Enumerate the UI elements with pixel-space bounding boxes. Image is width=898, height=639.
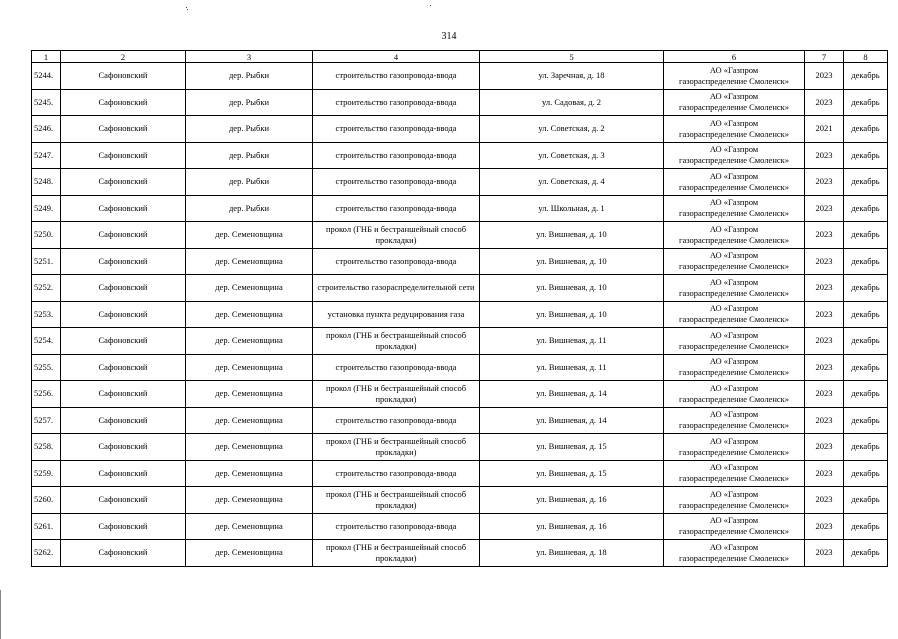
organization-line: газораспределение Смоленск» xyxy=(678,340,790,351)
year-cell: 2023 xyxy=(805,487,844,514)
column-header: 4 xyxy=(313,51,480,63)
settlement-cell: дер. Семеновщина xyxy=(186,540,313,567)
column-header: 2 xyxy=(61,51,186,63)
organization-line: газораспределение Смоленск» xyxy=(678,102,790,113)
district-cell: Сафоновский xyxy=(61,116,186,143)
organization-line: АО «Газпром xyxy=(709,117,759,128)
work-type-cell: прокол (ГНБ и бестраншейный способ прокладки) xyxy=(313,381,480,408)
row-number-cell: 5260. xyxy=(32,487,61,514)
row-number-cell: 5256. xyxy=(32,381,61,408)
year-cell: 2023 xyxy=(805,513,844,540)
month-cell: декабрь xyxy=(844,434,888,461)
organization-cell xyxy=(664,275,805,302)
organization-cell xyxy=(664,328,805,355)
organization-cell xyxy=(664,354,805,381)
organization-line: АО «Газпром xyxy=(709,250,759,261)
organization-cell xyxy=(664,513,805,540)
address-cell: ул. Советская, д. 3 xyxy=(480,142,664,169)
column-header: 1 xyxy=(32,51,61,63)
row-number-cell: 5255. xyxy=(32,354,61,381)
column-header: 8 xyxy=(844,51,888,63)
organization-line: АО «Газпром xyxy=(709,409,759,420)
month-cell: декабрь xyxy=(844,328,888,355)
work-type-cell: прокол (ГНБ и бестраншейный способ прокладки) xyxy=(313,222,480,249)
organization-line: АО «Газпром xyxy=(709,91,759,102)
row-number-cell: 5250. xyxy=(32,222,61,249)
organization-line: АО «Газпром xyxy=(709,515,759,526)
gas-works-table xyxy=(31,50,888,567)
column-header: 6 xyxy=(664,51,805,63)
row-number-cell: 5251. xyxy=(32,248,61,275)
row-number-cell: 5259. xyxy=(32,460,61,487)
organization-cell xyxy=(664,222,805,249)
district-cell: Сафоновский xyxy=(61,301,186,328)
district-cell: Сафоновский xyxy=(61,142,186,169)
work-type-cell: строительство газопровода-ввода xyxy=(313,89,480,116)
month-cell: декабрь xyxy=(844,540,888,567)
settlement-cell: дер. Семеновщина xyxy=(186,328,313,355)
page-number: 314 xyxy=(441,31,457,42)
settlement-cell: дер. Семеновщина xyxy=(186,301,313,328)
column-header: 5 xyxy=(480,51,664,63)
scan-speck xyxy=(430,5,431,6)
settlement-cell: дер. Семеновщина xyxy=(186,460,313,487)
table-header xyxy=(32,51,888,63)
work-type-cell: прокол (ГНБ и бестраншейный способ прокладки) xyxy=(313,328,480,355)
column-header: 3 xyxy=(186,51,313,63)
organization-line: газораспределение Смоленск» xyxy=(678,473,790,484)
address-cell: ул. Школьная, д. 1 xyxy=(480,195,664,222)
address-cell: ул. Вишневая, д. 10 xyxy=(480,275,664,302)
address-cell: ул. Вишневая, д. 14 xyxy=(480,381,664,408)
organization-cell xyxy=(664,407,805,434)
work-type-cell: строительство газопровода-ввода xyxy=(313,63,480,90)
row-number-cell: 5245. xyxy=(32,89,61,116)
organization-cell xyxy=(664,63,805,90)
organization-line: АО «Газпром xyxy=(709,329,759,340)
table-row xyxy=(32,460,888,487)
district-cell: Сафоновский xyxy=(61,328,186,355)
table-body xyxy=(32,63,888,567)
organization-line: АО «Газпром xyxy=(709,435,759,446)
organization-line: газораспределение Смоленск» xyxy=(678,552,790,563)
year-cell: 2023 xyxy=(805,89,844,116)
organization-cell xyxy=(664,195,805,222)
row-number-cell: 5254. xyxy=(32,328,61,355)
settlement-cell: дер. Семеновщина xyxy=(186,222,313,249)
scan-speck xyxy=(187,9,188,10)
district-cell: Сафоновский xyxy=(61,248,186,275)
work-type-cell: прокол (ГНБ и бестраншейный способ прокладки) xyxy=(313,487,480,514)
settlement-cell: дер. Рыбки xyxy=(186,169,313,196)
work-type-cell: строительство газопровода-ввода xyxy=(313,142,480,169)
work-type-cell: строительство газопровода-ввода xyxy=(313,354,480,381)
organization-line: АО «Газпром xyxy=(709,144,759,155)
settlement-cell: дер. Семеновщина xyxy=(186,407,313,434)
work-type-cell: строительство газораспределительной сети xyxy=(313,275,480,302)
table-row xyxy=(32,381,888,408)
row-number-cell: 5248. xyxy=(32,169,61,196)
month-cell: декабрь xyxy=(844,275,888,302)
organization-line: газораспределение Смоленск» xyxy=(678,181,790,192)
month-cell: декабрь xyxy=(844,248,888,275)
table-row xyxy=(32,354,888,381)
row-number-cell: 5257. xyxy=(32,407,61,434)
address-cell: ул. Вишневая, д. 11 xyxy=(480,354,664,381)
address-cell: ул. Вишневая, д. 10 xyxy=(480,222,664,249)
organization-line: газораспределение Смоленск» xyxy=(678,367,790,378)
work-type-cell: строительство газопровода-ввода xyxy=(313,116,480,143)
work-type-cell: установка пункта редуцирования газа xyxy=(313,301,480,328)
settlement-cell: дер. Семеновщина xyxy=(186,354,313,381)
settlement-cell: дер. Рыбки xyxy=(186,63,313,90)
district-cell: Сафоновский xyxy=(61,63,186,90)
month-cell: декабрь xyxy=(844,63,888,90)
year-cell: 2023 xyxy=(805,540,844,567)
district-cell: Сафоновский xyxy=(61,195,186,222)
district-cell: Сафоновский xyxy=(61,381,186,408)
row-number-cell: 5261. xyxy=(32,513,61,540)
month-cell: декабрь xyxy=(844,195,888,222)
table-row xyxy=(32,169,888,196)
address-cell: ул. Советская, д. 2 xyxy=(480,116,664,143)
work-type-cell: строительство газопровода-ввода xyxy=(313,407,480,434)
organization-cell xyxy=(664,381,805,408)
organization-cell xyxy=(664,248,805,275)
table-row xyxy=(32,301,888,328)
organization-line: АО «Газпром xyxy=(709,356,759,367)
row-number-cell: 5244. xyxy=(32,63,61,90)
table-row xyxy=(32,142,888,169)
address-cell: ул. Вишневая, д. 15 xyxy=(480,460,664,487)
district-cell: Сафоновский xyxy=(61,222,186,249)
table-row xyxy=(32,487,888,514)
address-cell: ул. Вишневая, д. 16 xyxy=(480,487,664,514)
year-cell: 2023 xyxy=(805,301,844,328)
address-cell: ул. Вишневая, д. 15 xyxy=(480,434,664,461)
organization-line: газораспределение Смоленск» xyxy=(678,526,790,537)
table-row xyxy=(32,275,888,302)
organization-cell xyxy=(664,116,805,143)
month-cell: декабрь xyxy=(844,354,888,381)
district-cell: Сафоновский xyxy=(61,407,186,434)
address-cell: ул. Вишневая, д. 14 xyxy=(480,407,664,434)
row-number-cell: 5249. xyxy=(32,195,61,222)
row-number-cell: 5258. xyxy=(32,434,61,461)
district-cell: Сафоновский xyxy=(61,434,186,461)
year-cell: 2023 xyxy=(805,222,844,249)
table-row xyxy=(32,89,888,116)
month-cell: декабрь xyxy=(844,142,888,169)
year-cell: 2023 xyxy=(805,169,844,196)
year-cell: 2023 xyxy=(805,381,844,408)
organization-line: газораспределение Смоленск» xyxy=(678,499,790,510)
year-cell: 2023 xyxy=(805,275,844,302)
organization-line: АО «Газпром xyxy=(709,223,759,234)
scan-edge-mark xyxy=(0,590,1,639)
organization-line: газораспределение Смоленск» xyxy=(678,75,790,86)
month-cell: декабрь xyxy=(844,89,888,116)
district-cell: Сафоновский xyxy=(61,169,186,196)
month-cell: декабрь xyxy=(844,407,888,434)
work-type-cell: строительство газопровода-ввода xyxy=(313,195,480,222)
settlement-cell: дер. Рыбки xyxy=(186,116,313,143)
organization-cell xyxy=(664,434,805,461)
year-cell: 2023 xyxy=(805,434,844,461)
year-cell: 2023 xyxy=(805,63,844,90)
settlement-cell: дер. Семеновщина xyxy=(186,248,313,275)
work-type-cell: строительство газопровода-ввода xyxy=(313,460,480,487)
organization-line: газораспределение Смоленск» xyxy=(678,314,790,325)
organization-cell xyxy=(664,487,805,514)
table-row xyxy=(32,248,888,275)
work-type-cell: прокол (ГНБ и бестраншейный способ прокладки) xyxy=(313,540,480,567)
settlement-cell: дер. Рыбки xyxy=(186,142,313,169)
month-cell: декабрь xyxy=(844,116,888,143)
table-row xyxy=(32,328,888,355)
year-cell: 2023 xyxy=(805,142,844,169)
month-cell: декабрь xyxy=(844,460,888,487)
organization-line: газораспределение Смоленск» xyxy=(678,446,790,457)
table-row xyxy=(32,116,888,143)
district-cell: Сафоновский xyxy=(61,513,186,540)
organization-line: АО «Газпром xyxy=(709,303,759,314)
address-cell: ул. Вишневая, д. 10 xyxy=(480,301,664,328)
address-cell: ул. Заречная, д. 18 xyxy=(480,63,664,90)
table-row xyxy=(32,195,888,222)
table-row xyxy=(32,434,888,461)
organization-line: АО «Газпром xyxy=(709,276,759,287)
organization-cell xyxy=(664,540,805,567)
row-number-cell: 5253. xyxy=(32,301,61,328)
row-number-cell: 5262. xyxy=(32,540,61,567)
address-cell: ул. Вишневая, д. 10 xyxy=(480,248,664,275)
row-number-cell: 5247. xyxy=(32,142,61,169)
work-type-cell: строительство газопровода-ввода xyxy=(313,248,480,275)
organization-cell xyxy=(664,460,805,487)
organization-line: газораспределение Смоленск» xyxy=(678,155,790,166)
year-cell: 2023 xyxy=(805,328,844,355)
work-type-cell: строительство газопровода-ввода xyxy=(313,513,480,540)
table-row xyxy=(32,407,888,434)
organization-line: АО «Газпром xyxy=(709,382,759,393)
organization-line: газораспределение Смоленск» xyxy=(678,128,790,139)
month-cell: декабрь xyxy=(844,169,888,196)
settlement-cell: дер. Семеновщина xyxy=(186,513,313,540)
row-number-cell: 5246. xyxy=(32,116,61,143)
organization-line: АО «Газпром xyxy=(709,488,759,499)
settlement-cell: дер. Семеновщина xyxy=(186,275,313,302)
organization-line: газораспределение Смоленск» xyxy=(678,420,790,431)
table-row xyxy=(32,540,888,567)
organization-cell xyxy=(664,301,805,328)
column-header: 7 xyxy=(805,51,844,63)
district-cell: Сафоновский xyxy=(61,460,186,487)
year-cell: 2023 xyxy=(805,407,844,434)
address-cell: ул. Вишневая, д. 18 xyxy=(480,540,664,567)
organization-line: АО «Газпром xyxy=(709,197,759,208)
month-cell: декабрь xyxy=(844,301,888,328)
address-cell: ул. Советская, д. 4 xyxy=(480,169,664,196)
settlement-cell: дер. Семеновщина xyxy=(186,381,313,408)
settlement-cell: дер. Семеновщина xyxy=(186,434,313,461)
organization-line: газораспределение Смоленск» xyxy=(678,393,790,404)
year-cell: 2021 xyxy=(805,116,844,143)
address-cell: ул. Вишневая, д. 11 xyxy=(480,328,664,355)
table-row xyxy=(32,63,888,90)
district-cell: Сафоновский xyxy=(61,540,186,567)
district-cell: Сафоновский xyxy=(61,487,186,514)
address-cell: ул. Вишневая, д. 16 xyxy=(480,513,664,540)
scan-speck xyxy=(186,7,187,8)
organization-cell xyxy=(664,89,805,116)
organization-line: газораспределение Смоленск» xyxy=(678,287,790,298)
month-cell: декабрь xyxy=(844,487,888,514)
row-number-cell: 5252. xyxy=(32,275,61,302)
work-type-cell: строительство газопровода-ввода xyxy=(313,169,480,196)
organization-line: АО «Газпром xyxy=(709,64,759,75)
organization-cell xyxy=(664,142,805,169)
organization-cell xyxy=(664,169,805,196)
organization-line: газораспределение Смоленск» xyxy=(678,261,790,272)
year-cell: 2023 xyxy=(805,248,844,275)
organization-line: газораспределение Смоленск» xyxy=(678,234,790,245)
district-cell: Сафоновский xyxy=(61,89,186,116)
address-cell: ул. Садовая, д. 2 xyxy=(480,89,664,116)
month-cell: декабрь xyxy=(844,222,888,249)
settlement-cell: дер. Рыбки xyxy=(186,195,313,222)
year-cell: 2023 xyxy=(805,195,844,222)
year-cell: 2023 xyxy=(805,354,844,381)
organization-line: АО «Газпром xyxy=(709,541,759,552)
settlement-cell: дер. Рыбки xyxy=(186,89,313,116)
month-cell: декабрь xyxy=(844,513,888,540)
work-type-cell: прокол (ГНБ и бестраншейный способ прокладки) xyxy=(313,434,480,461)
month-cell: декабрь xyxy=(844,381,888,408)
district-cell: Сафоновский xyxy=(61,275,186,302)
organization-line: АО «Газпром xyxy=(709,170,759,181)
settlement-cell: дер. Семеновщина xyxy=(186,487,313,514)
organization-line: газораспределение Смоленск» xyxy=(678,208,790,219)
district-cell: Сафоновский xyxy=(61,354,186,381)
year-cell: 2023 xyxy=(805,460,844,487)
table-row xyxy=(32,513,888,540)
table-row xyxy=(32,222,888,249)
organization-line: АО «Газпром xyxy=(709,462,759,473)
header-row xyxy=(32,51,888,63)
